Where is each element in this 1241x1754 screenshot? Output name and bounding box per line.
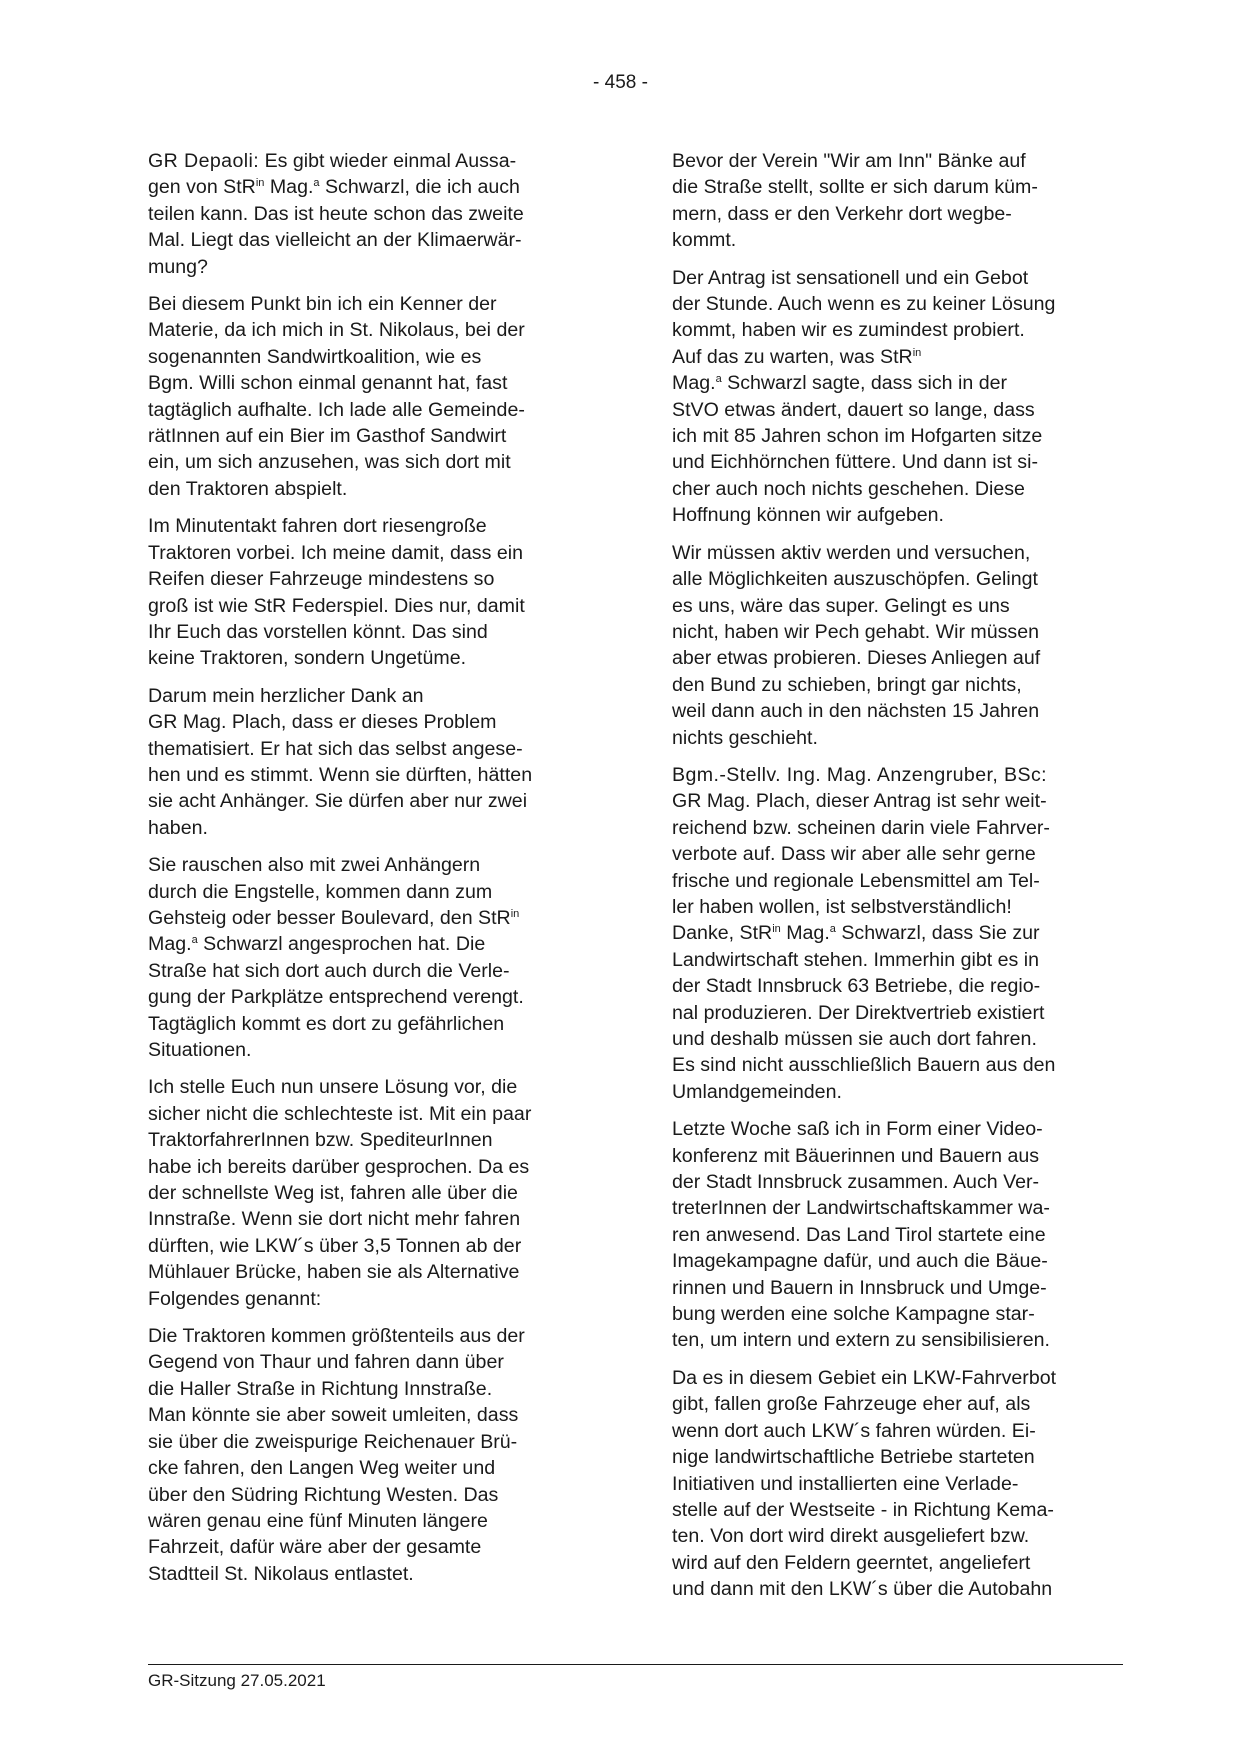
superscript: a [715, 373, 722, 386]
paragraph: Im Minutentakt fahren dort riesengroße Traktoren vorbei. Ich meine damit, dass ein Reifen dieser Fahrzeuge mindestens so groß ist wie StR Federspiel. Dies nur, damit Ihr Euch das vorstellen könnt. Das sind keine Traktoren, sondern Ungetüme. [148, 515, 525, 670]
paragraph: Letzte Woche saß ich in Form einer Video- konferenz mit Bäuerinnen und Bauern aus der Stadt Innsbruck zusammen. Auch Ver- treterInnen der Landwirtschaftskammer wa- ren anwesend. Das Land Tirol startete eine Imagekampagne dafür, und auch die Bäue- rinnen und Bauern in Innsbruck und Umge- bung werden eine solche Kampagne star- ten, um intern und extern zu sensibilisieren. [672, 1118, 1050, 1352]
left-column [148, 148, 596, 1598]
paragraph: Die Traktoren kommen größtenteils aus der Gegend von Thaur und fahren dann über die Haller Straße in Richtung Innstraße. Man könnte sie aber soweit umleiten, dass sie über die zweispurige Reichenauer Brü- cke fahren, den Langen Weg weiter und über den Südring Richtung Westen. Das wären genau eine fünf Minuten längere Fahrzeit, dafür wäre aber der gesamte Stadtteil St. Nikolaus entlastet. [148, 1325, 525, 1585]
paragraph: Ich stelle Euch nun unsere Lösung vor, die sicher nicht die schlechteste ist. Mit ein paar TraktorfahrerInnen bzw. SpediteurInnen habe ich bereits darüber gesprochen. Da es der schnellste Weg ist, fahren alle über die Innstraße. Wenn sie dort nicht mehr fahren dürften, wie LKW´s über 3,5 Tonnen ab der Mühlauer Brücke, haben sie als Alternative Folgendes genannt: [148, 1076, 532, 1310]
paragraph: Bei diesem Punkt bin ich ein Kenner der Materie, da ich mich in St. Nikolaus, bei der sogenannten Sandwirtkoalition, wie es Bgm. Willi schon einmal genannt hat, fast tagtäglich aufhalte. Ich lade alle Gemeinde- rätInnen auf ein Bier im Gasthof Sandwirt ein, um sich anzusehen, was sich dort mit den Traktoren abspielt. [148, 293, 525, 500]
paragraph: GR Depaoli: Es gibt wieder einmal Aussa- gen von StR$^{in}$ Mag.$^a$ Schwarzl, die ich auch teilen kann. Das ist heute schon das zweite Mal. Liegt das vielleicht an der Klimaerwär- mung? [148, 150, 524, 278]
superscript: a [191, 934, 198, 947]
paragraph: Bevor der Verein "Wir am Inn" Bänke auf die Straße stellt, sollte er sich darum küm- mern, dass er den Verkehr dort wegbe- kommt. [672, 150, 1038, 252]
paragraph: Da es in diesem Gebiet ein LKW-Fahrverbot gibt, fallen große Fahrzeuge eher auf, als wenn dort auch LKW´s fahren würden. Ei- nige landwirtschaftliche Betriebe starteten Initiativen und installierten eine Verlade- stelle auf der Westseite - in Richtung Kema- ten. Von dort wird direkt ausgeliefert bzw. wird auf den Feldern geerntet, angeliefert und dann mit den LKW´s über die Autobahn [672, 1366, 1057, 1601]
paragraph: Wir müssen aktiv werden und versuchen, alle Möglichkeiten auszuschöpfen. Gelingt es uns, wäre das super. Gelingt es uns nicht, haben wir Pech gehabt. Wir müssen aber etwas probieren. Dieses Anliegen auf den Bund zu schieben, bringt gar nichts, weil dann auch in den nächsten 15 Jahren nichts geschieht. [672, 541, 1041, 749]
superscript: in [255, 177, 265, 190]
speaker-name: Bgm.-Stellv. Ing. Mag. Anzengruber, BSc: [672, 763, 1048, 786]
footer-session-date: GR-Sitzung 27.05.2021 [148, 1671, 326, 1690]
paragraph: Der Antrag ist sensationell und ein Gebot der Stunde. Auch wenn es zu keiner Lösung kommt, haben wir es zumindest probiert. Auf das zu warten, was StR$^{in}$ Mag.$^a$ Schwarzl sagte, dass sich in der StVO etwas ändert, dauert so lange, dass ich mit 85 Jahren schon im Hofgarten sitze und Eichhörnchen füttere. Und dann ist si- cher auch noch nichts geschehen. Diese Hoffnung können wir aufgeben. [672, 266, 1056, 527]
paragraph: Sie rauschen also mit zwei Anhängern durch die Engstelle, kommen dann zum Gehsteig oder besser Boulevard, den StR$^{in}$ Mag.$^a$ Schwarzl angesprochen hat. Die Straße hat sich dort auch durch die Verle- gung der Parkplätze entsprechend verengt. Tagtäglich kommt es dort zu gefährlichen Situationen. [148, 854, 524, 1061]
superscript: in [772, 923, 781, 936]
right-column [672, 148, 1120, 1614]
page-number: - 458 - [593, 72, 648, 93]
superscript: in [510, 907, 520, 920]
superscript: a [829, 923, 836, 936]
footer-divider [148, 1664, 1123, 1665]
paragraph: Bgm.-Stellv. Ing. Mag. Anzengruber, BSc: GR Mag. Plach, dieser Antrag ist sehr weit- reichend bzw. scheinen darin viele Fahrver- verbote auf. Dass wir aber alle sehr gerne frische und regionale Lebensmittel am Tel- ler haben wollen, ist selbstverständlich! Danke, StR$^{in}$ Mag.$^a$ Schwarzl, dass Sie zur Landwirtschaft stehen. Immerhin gibt es in der Stadt Innsbruck 63 Betriebe, die regio- nal produzieren. Der Direktvertrieb existiert und deshalb müssen sie auch dort fahren. Es sind nicht ausschließlich Bauern aus den Umlandgemeinden. [672, 763, 1056, 1103]
superscript: in [912, 346, 922, 359]
speaker-name: GR Depaoli: [148, 150, 260, 172]
paragraph: Darum mein herzlicher Dank an GR Mag. Plach, dass er dieses Problem thematisiert. Er hat sich das selbst angese- hen und es stimmt. Wenn sie dürften, hätten sie acht Anhänger. Sie dürfen aber nur zwei haben. [148, 684, 533, 839]
superscript: a [313, 177, 320, 190]
